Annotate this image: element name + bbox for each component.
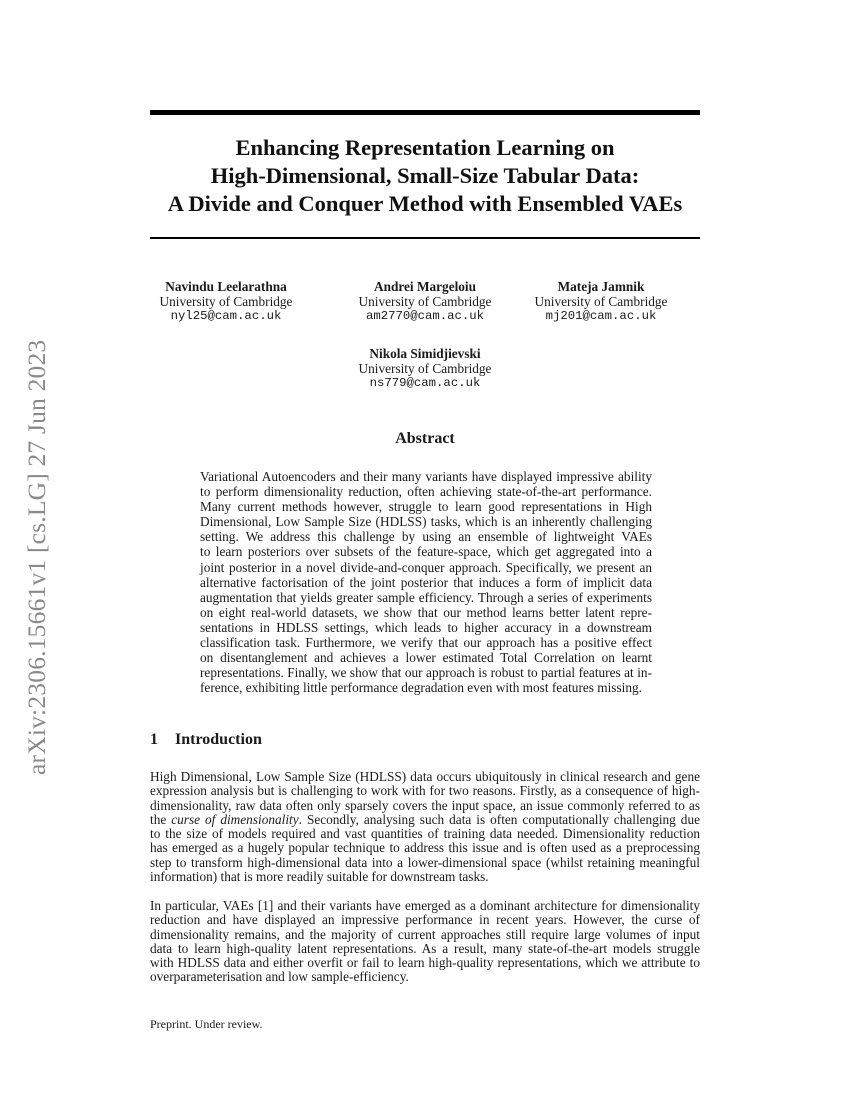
author-name: Mateja Jamnik: [557, 279, 645, 294]
author-card: [335, 347, 515, 391]
section-number: 1: [150, 731, 158, 748]
text-fragment: . Secondly, analysing such data is often computationally challenging due: [298, 811, 701, 827]
abstract-line: to learn posteriors over subsets of the feature-space, which get aggregated into a: [200, 544, 652, 560]
author-email[interactable]: am2770@cam.ac.uk: [365, 309, 485, 323]
title-line: A Divide and Conquer Method with Ensembled VAEs: [167, 191, 683, 216]
text-fragment: the: [150, 811, 172, 827]
author-card: [136, 280, 316, 324]
paragraph-line: [150, 813, 700, 827]
abstract-line: Variational Autoencoders and their many variants have displayed impressive ability: [200, 469, 652, 484]
paragraph-line: In particular, VAEs [1] and their variants have emerged as a dominant architecture for dimensionality: [150, 898, 700, 913]
paragraph-line: step to transform high-dimensional data into a lower-dimensional space (whilst retaining meaningful: [150, 854, 700, 870]
abstract-line: alternative factorisation of the joint posterior that induces a form of implicit data: [200, 574, 652, 590]
paragraph-line: High Dimensional, Low Sample Size (HDLSS) data occurs ubiquitously in clinical research and gene: [150, 769, 700, 784]
paragraph-line: information) that is more readily suitable for downstream tasks.: [150, 869, 489, 885]
author-affiliation: University of Cambridge: [358, 293, 492, 309]
abstract-line: classification task. Furthermore, we verify that our approach has a positive effect: [200, 635, 652, 651]
author-affiliation: University of Cambridge: [358, 360, 492, 376]
paragraph-line: data to learn high-quality latent representations. As a result, many state-of-the-art models struggle: [150, 940, 700, 956]
author-name: Nikola Simidjievski: [369, 346, 481, 361]
intro-paragraph-2: [150, 899, 700, 985]
abstract-line: ference, exhibiting little performance degradation even with most features missing.: [200, 680, 642, 696]
section-heading-introduction: [150, 731, 262, 749]
paper-title: [150, 134, 700, 218]
author-email[interactable]: mj201@cam.ac.uk: [545, 309, 657, 323]
abstract-line: to perform dimensionality reduction, often achieving state-of-the-art performance.: [200, 484, 652, 500]
emphasized-term: curse of dimensionality: [171, 811, 299, 827]
abstract-line: Many current methods however, struggle to learn good representations in High: [200, 499, 652, 515]
preprint-footer-note: Preprint. Under review.: [150, 1017, 263, 1031]
abstract-line: Dimensional, Low Sample Size (HDLSS) tasks, which is an inherently challenging: [200, 514, 652, 530]
author-name: Andrei Margeloiu: [373, 279, 477, 294]
title-line: Enhancing Representation Learning on: [235, 135, 615, 160]
paragraph-line: overparameterisation and low sample-efficiency.: [150, 969, 409, 985]
abstract-body: [200, 469, 652, 695]
author-affiliation: University of Cambridge: [159, 293, 293, 309]
abstract-line: representations. Finally, we show that our approach is robust to partial features at in-: [200, 665, 652, 681]
paragraph-line: dimensionality remains, and the majority of current approaches still require large volumes of input: [150, 926, 700, 942]
abstract-line: on disentanglement and achieves a lower estimated Total Correlation on learnt: [200, 650, 652, 666]
paragraph-line: with HDLSS data and either overfit or fail to learn high-quality representations, which we attribute to: [150, 955, 700, 971]
intro-paragraph-1: [150, 770, 700, 884]
abstract-line: sentations in HDLSS settings, which leads to higher accuracy in a downstream: [200, 619, 652, 635]
paragraph-line: to the size of models required and vast quantities of training data needed. Dimensionality reduction: [150, 826, 700, 842]
author-email[interactable]: nyl25@cam.ac.uk: [170, 309, 282, 323]
abstract-line: on eight real-world datasets, we show that our method learns better latent repre-: [200, 604, 652, 620]
arxiv-identifier-stamp: arXiv:2306.15661v1 [cs.LG] 27 Jun 2023: [22, 339, 51, 775]
abstract-heading: Abstract: [395, 430, 455, 447]
author-name: Navindu Leelarathna: [165, 279, 287, 294]
title-line: High-Dimensional, Small-Size Tabular Data:: [210, 163, 640, 188]
title-top-rule: [150, 110, 700, 115]
paragraph-line: expression analysis but is challenging to work with for two reasons. Firstly, as a consequence of high-: [150, 783, 700, 799]
section-title: Introduction: [175, 731, 262, 748]
author-card: [335, 280, 515, 324]
title-bottom-rule: [150, 237, 700, 239]
author-affiliation: University of Cambridge: [534, 293, 668, 309]
paragraph-line: reduction and have displayed an impressive performance in recent years. However, the curse of: [150, 912, 700, 928]
abstract-line: joint posterior in a novel divide-and-conquer approach. Specifically, we present an: [200, 559, 652, 575]
author-email[interactable]: ns779@cam.ac.uk: [369, 376, 481, 390]
author-card: [511, 280, 691, 324]
abstract-line: setting. We address this challenge by using an ensemble of lightweight VAEs: [200, 529, 652, 545]
paragraph-line: has emerged as a hugely popular technique to address this issue and is often used as a preprocessing: [150, 840, 700, 856]
paragraph-line: dimensionality, raw data often only sparsely covers the input space, an issue commonly referred to as: [150, 797, 700, 813]
abstract-line: augmentation that yields greater sample efficiency. Through a series of experiments: [200, 589, 652, 605]
